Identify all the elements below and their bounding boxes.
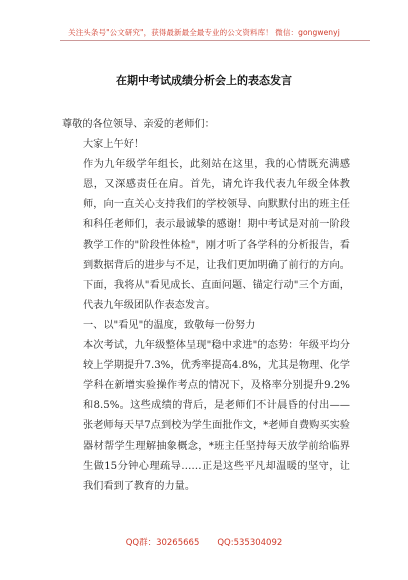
greeting: 大家上午好！ — [83, 139, 145, 151]
header-banner: 关注头条号"公文研究"，获得最新最全最专业的公文资料库！ 微信：gongwenyj — [68, 28, 340, 37]
salutation: 尊敬的各位领导、亲爱的老师们： — [62, 119, 215, 130]
qq-group-label: QQ群：30265665 — [125, 538, 200, 548]
section-heading-1: 一、以"看见"的温度，致敬每一份努力 — [83, 319, 256, 331]
document-body — [62, 115, 350, 497]
intro-paragraph: 作为九年级学年组长，此刻站在这里，我的心情既充满感恩，又深感责任在肩。首先，请允许我代表九年级全体教师，向一直关心支持我们的学校领导、向默默付出的班主任和科任老师们，表示最诚挚的感谢！期中考试是对前一阶段教学工作的"阶段性体检"，刚才听了各学科的分析报告，看到数据背后的进步与不足，让我们更加明确了前行的方向。下面，我将从"看见成长、直面问题、锚定行动"三个方面，代表九年级团队作表态发言。 — [83, 159, 350, 311]
footer-contact — [0, 536, 408, 548]
document-title: 在期中考试成绩分析会上的表态发言 — [116, 74, 292, 87]
header-divider — [60, 40, 370, 41]
section-1-paragraph: 本次考试，九年级整体呈现"稳中求进"的态势：年级平均分较上学期提升7.3%，优秀率提高4.8%，尤其是物理、化学学科在新增实验操作考点的情况下，及格率分别提升9.2%和8.5%。这些成绩的背后，是老师们不计晨昏的付出——张老师每天早7点到校为学生面批作文，*老师自费购买实验器材帮学生理解抽象概念，*班主任坚持每天放学前给临界生做15分钟心理疏导……正是这些平凡却温暖的坚守，让我们看到了教育的力量。 — [83, 340, 350, 492]
qq-label: QQ:535304092 — [217, 538, 283, 548]
